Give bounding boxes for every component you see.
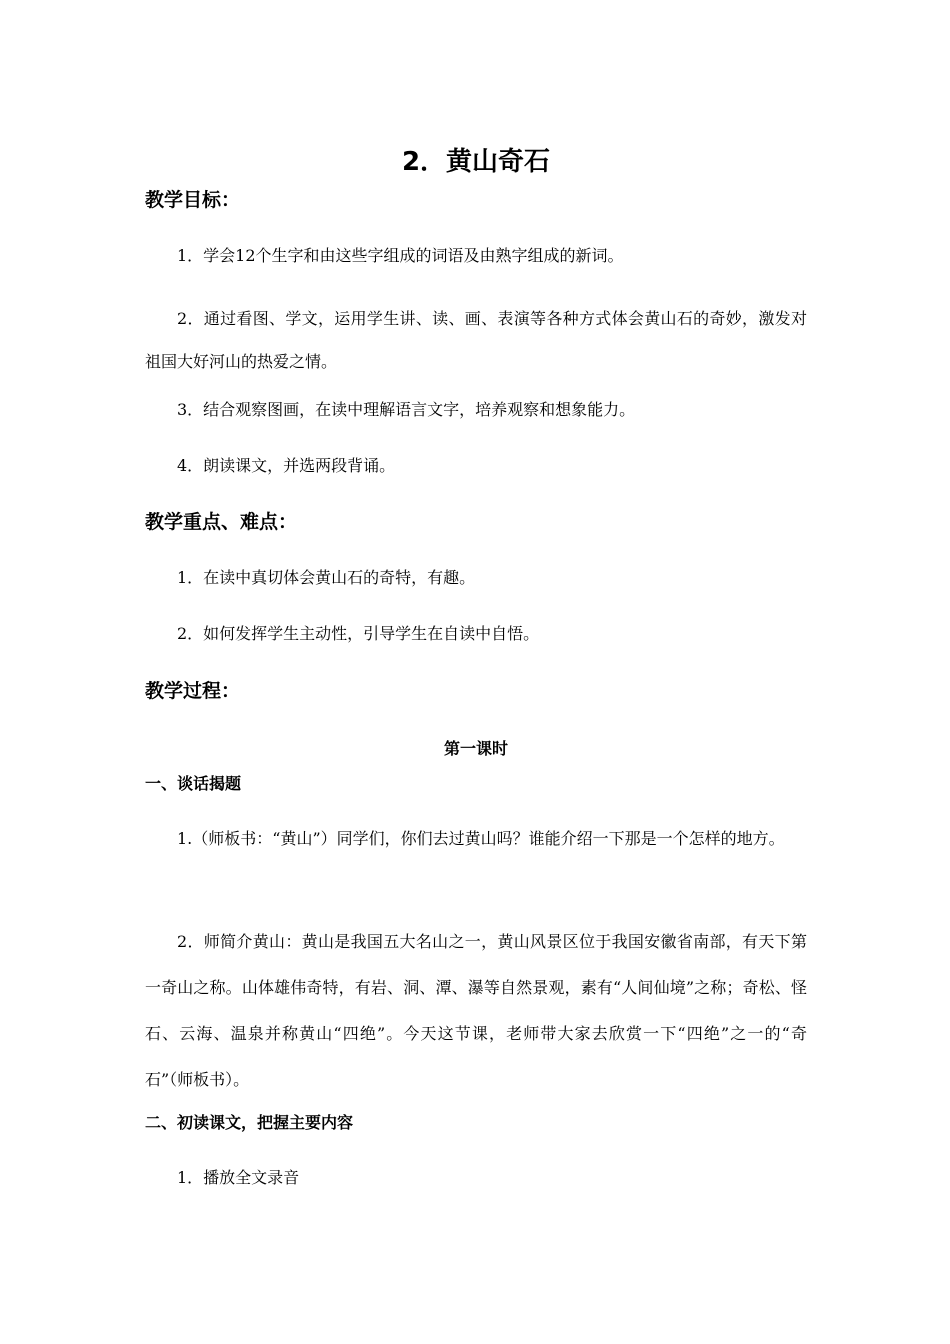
objectives-heading: 教学目标：: [145, 189, 241, 211]
key-point-item: 1．在读中真切体会黄山石的奇特，有趣。: [177, 568, 476, 587]
key-point-item: 2．如何发挥学生主动性，引导学生在自读中自悟。: [177, 624, 540, 643]
objective-item: 4．朗读课文，并选两段背诵。: [177, 456, 396, 475]
lesson-title: 第一课时: [443, 739, 508, 758]
key-points-heading: 教学重点、难点：: [145, 511, 298, 533]
part2-heading: 二、初读课文，把握主要内容: [145, 1113, 354, 1132]
part1-item: 1.（师板书：“黄山”）同学们，你们去过黄山吗？谁能介绍一下那是一个怎样的地方。: [177, 829, 785, 848]
part1-heading: 一、谈话揭题: [145, 774, 242, 793]
part2-item: 1．播放全文录音: [177, 1168, 300, 1187]
part1-item: 2．师简介黄山：黄山是我国五大名山之一，黄山风景区位于我国安徽省南部，有天下第一奇山之称。山体雄伟奇特，有岩、洞、潭、瀑等自然景观，素有“人间仙境”之称；奇松、怪石、云海、温泉并称黄山“四绝”。今天这节课，老师带大家去欣赏一下“四绝”之一的“奇石”（师板书）。: [145, 932, 807, 1089]
document-title: 2．黄山奇石: [401, 147, 551, 177]
objective-item: 2．通过看图、学文，运用学生讲、读、画、表演等各种方式体会黄山石的奇妙，激发对祖国大好河山的热爱之情。: [145, 309, 807, 371]
objective-item: 1．学会12个生字和由这些字组成的词语及由熟字组成的新词。: [177, 246, 624, 265]
process-heading: 教学过程：: [145, 680, 241, 702]
objective-item: 3．结合观察图画，在读中理解语言文字，培养观察和想象能力。: [177, 400, 636, 419]
